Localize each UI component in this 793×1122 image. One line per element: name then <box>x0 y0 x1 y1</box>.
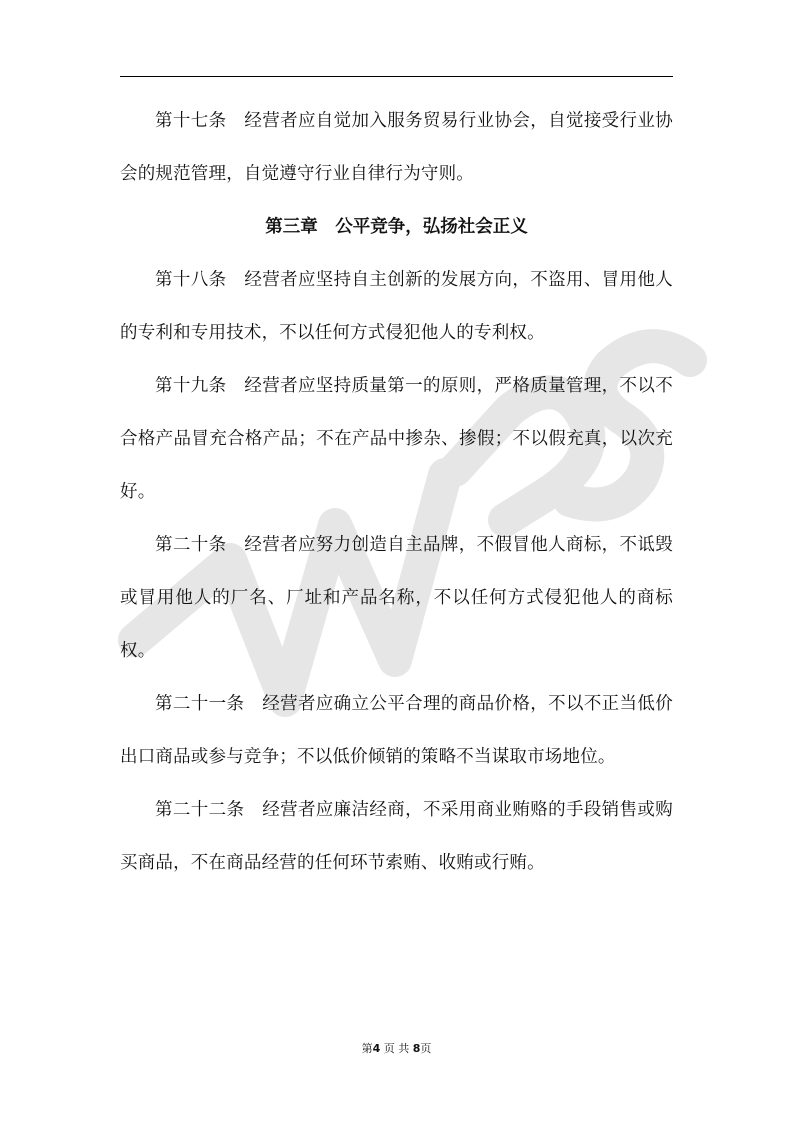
footer-suffix: 页 <box>420 1042 432 1055</box>
article-paragraph: 第二十一条 经营者应确立公平合理的商品价格，不以不正当低价出口商品或参与竞争；不以低价倾销的策略不当谋取市场地位。 <box>120 694 673 767</box>
footer-prefix: 第 <box>361 1042 373 1055</box>
article-paragraph: 第十八条 经营者应坚持自主创新的发展方向，不盗用、冒用他人的专利和专用技术，不以任何方式侵犯他人的专利权。 <box>120 270 673 343</box>
footer-page-number: 4 <box>372 1042 381 1055</box>
header-rule <box>120 76 673 77</box>
article-paragraph: 第二十二条 经营者应廉洁经商，不采用商业贿赂的手段销售或购买商品，不在商品经营的任何环节索贿、收贿或行贿。 <box>120 800 673 873</box>
footer-middle: 页 共 <box>380 1042 413 1055</box>
article-paragraph: 第十七条 经营者应自觉加入服务贸易行业协会，自觉接受行业协会的规范管理，自觉遵守行业自律行为守则。 <box>120 111 673 184</box>
article-paragraph: 第十九条 经营者应坚持质量第一的原则，严格质量管理，不以不合格产品冒充合格产品；不在产品中掺杂、掺假；不以假充真，以次充好。 <box>120 376 673 502</box>
footer-total-pages: 8 <box>412 1042 421 1055</box>
document-body <box>120 95 673 890</box>
page-footer <box>0 1040 793 1056</box>
chapter-heading: 第三章 公平竞争，弘扬社会正义 <box>265 217 528 237</box>
article-paragraph: 第二十条 经营者应努力创造自主品牌，不假冒他人商标，不诋毁或冒用他人的厂名、厂址和产品名称，不以任何方式侵犯他人的商标权。 <box>120 535 673 661</box>
